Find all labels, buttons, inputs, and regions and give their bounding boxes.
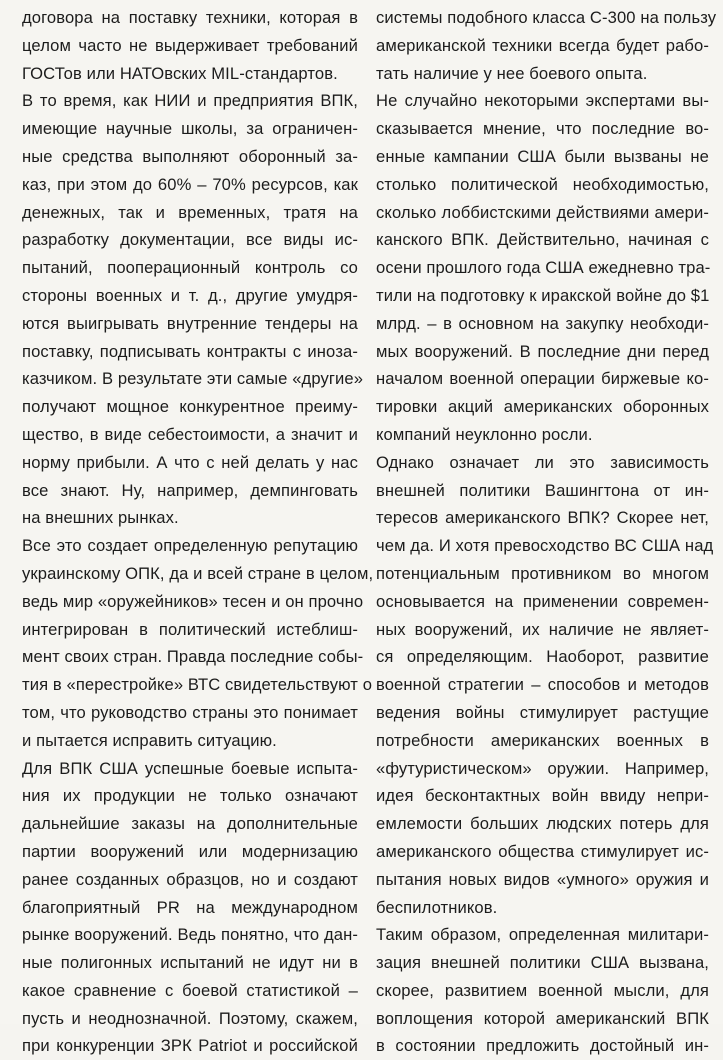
text-line: чем да. И хотя превосходство ВС США над (376, 536, 714, 556)
text-line: В то время, как НИИ и предприятия ВПК, (22, 91, 358, 111)
left-text-column (22, 4, 374, 1060)
text-line: ГОСТов или НАТОвских MIL-стандартов. (22, 63, 338, 83)
text-line: беспилотников. (376, 897, 498, 917)
text-line: внешней политики Вашингтона от ин- (376, 480, 709, 500)
text-line: системы подобного класса С-300 на пользу (376, 8, 717, 27)
text-line: щество, в виде себестоимости, а значит и (22, 424, 358, 444)
text-line: какое сравнение с боевой статистикой – (22, 980, 358, 1000)
text-line: ные полигонных испытаний не идут ни в (22, 953, 358, 973)
text-line: Таким образом, определенная милитари- (376, 925, 709, 945)
text-line: ведения войны стимулирует растущие (376, 702, 709, 722)
text-line: разработку документации, все виды ис- (22, 230, 358, 250)
text-line: поставку, подписывать контракты с инoза- (22, 341, 358, 361)
text-line: компаний неуклонно росли. (376, 424, 593, 444)
text-line: Однако означает ли это зависимость (376, 452, 709, 472)
text-line: денежных, так и временных, тратя на (22, 202, 358, 222)
text-line: ных вооружений, их наличие не являет- (376, 619, 709, 639)
text-line: тать наличие у нее боевого опыта. (376, 63, 648, 83)
text-line: каз, при этом до 60% – 70% ресурсов, как (22, 174, 358, 194)
text-line: в состоянии предложить достойный ин- (376, 1036, 709, 1056)
text-line: тересов американского ВПК? Скорее нет, (376, 508, 709, 528)
text-line: том, что руководство страны это понимает (22, 702, 358, 722)
text-line: енные кампании США были вызваны не (376, 146, 709, 166)
text-line: на внешних рынках. (22, 508, 179, 528)
text-line: воплощения которой американский ВПК (376, 1008, 709, 1028)
text-line: тия в «перестройке» ВТС свидетельствуют о (22, 675, 373, 695)
text-line: благоприятный PR на международном (22, 897, 358, 917)
text-line: казчиком. В результате эти самые «другие» (22, 369, 364, 389)
text-line: все знают. Ну, например, демпинговать (22, 480, 358, 500)
text-line: зация внешней политики США вызвана, (376, 953, 709, 973)
text-line: скорее, развитием военной мысли, для (376, 980, 709, 1000)
text-line: осени прошлого года США ежедневно тра- (376, 258, 711, 278)
text-line: целом часто не выдерживает требований (22, 35, 358, 55)
text-line: и пытается исправить ситуацию. (22, 730, 277, 750)
text-line: американского общества стимулирует ис- (376, 841, 709, 861)
text-line: Все это создает определенную репутацию (22, 536, 358, 556)
text-line: при конкуренции ЗРК Patriot и российской (22, 1036, 358, 1056)
text-line: интегрирован в политический истеблиш- (22, 619, 358, 639)
right-text-column (376, 4, 717, 1060)
text-line: имеющие научные школы, за ограничен- (22, 119, 358, 139)
text-line: норму прибыли. А что с ней делать у нас (22, 452, 358, 472)
text-line: ранее созданных образцов, но и создают (22, 869, 358, 889)
text-line: договора на поставку техники, которая в (22, 8, 358, 27)
text-line: потенциальным противником во многом (376, 563, 709, 583)
text-line: украинскому ОПК, да и всей стране в целом, (22, 563, 374, 583)
text-line: тили на подготовку к иракской войне до $1 (376, 285, 710, 305)
text-line: сколько лоббистскими действиями амери- (376, 202, 709, 222)
text-line: потребности американских военных в (376, 730, 709, 750)
text-line: пусть и неоднозначной. Поэтому, скажем, (22, 1008, 358, 1028)
text-line: американской техники всегда будет рабо- (376, 35, 709, 55)
text-line: партии вооружений или модернизацию (22, 841, 358, 861)
text-line: тировки акций американских оборонных (376, 397, 709, 417)
text-line: сказывается мнение, что последние во- (376, 119, 709, 139)
text-line: военной стратегии – способов и методов (376, 675, 709, 695)
text-line: столько политической необходимостью, (376, 174, 709, 194)
text-line: рынке вооружений. Ведь понятно, что дан- (22, 925, 358, 945)
text-line: ведь мир «оружейников» тесен и он прочно (22, 591, 364, 611)
text-line: Не случайно некоторыми экспертами вы- (376, 91, 709, 111)
text-line: канского ВПК. Действительно, начиная с (376, 230, 709, 250)
text-line: началом военной операции биржевые ко- (376, 369, 709, 389)
text-line: пытаний, пооперационный контроль со (22, 258, 358, 278)
text-line: ются выигрывать внутренние тендеры на (22, 313, 358, 333)
text-line: основывается на применении современ- (376, 591, 709, 611)
text-line: ния их продукции не только означают (22, 786, 358, 806)
text-line: млрд. – в основном на закупку необходи- (376, 313, 709, 333)
text-line: идея бесконтактных войн ввиду непри- (376, 786, 709, 806)
text-line: пытания новых видов «умного» оружия и (376, 869, 709, 889)
text-line: мых вооружений. В последние дни перед (376, 341, 709, 361)
text-line: Для ВПК США успешные боевые испыта- (22, 758, 358, 778)
text-line: емлемости больших людских потерь для (376, 814, 709, 834)
text-line: дальнейшие заказы на дополнительные (22, 814, 358, 834)
text-line: получают мощное конкурентное преиму- (22, 397, 358, 417)
text-line: ся определяющим. Наоборот, развитие (376, 647, 709, 667)
text-line: мент своих стран. Правда последние собы- (22, 647, 364, 667)
text-line: ные средства выполняют оборонный за- (22, 146, 358, 166)
text-line: стороны военных и т. д., другие умудря- (22, 285, 358, 305)
text-line: «футуристическом» оружии. Например, (376, 758, 709, 778)
